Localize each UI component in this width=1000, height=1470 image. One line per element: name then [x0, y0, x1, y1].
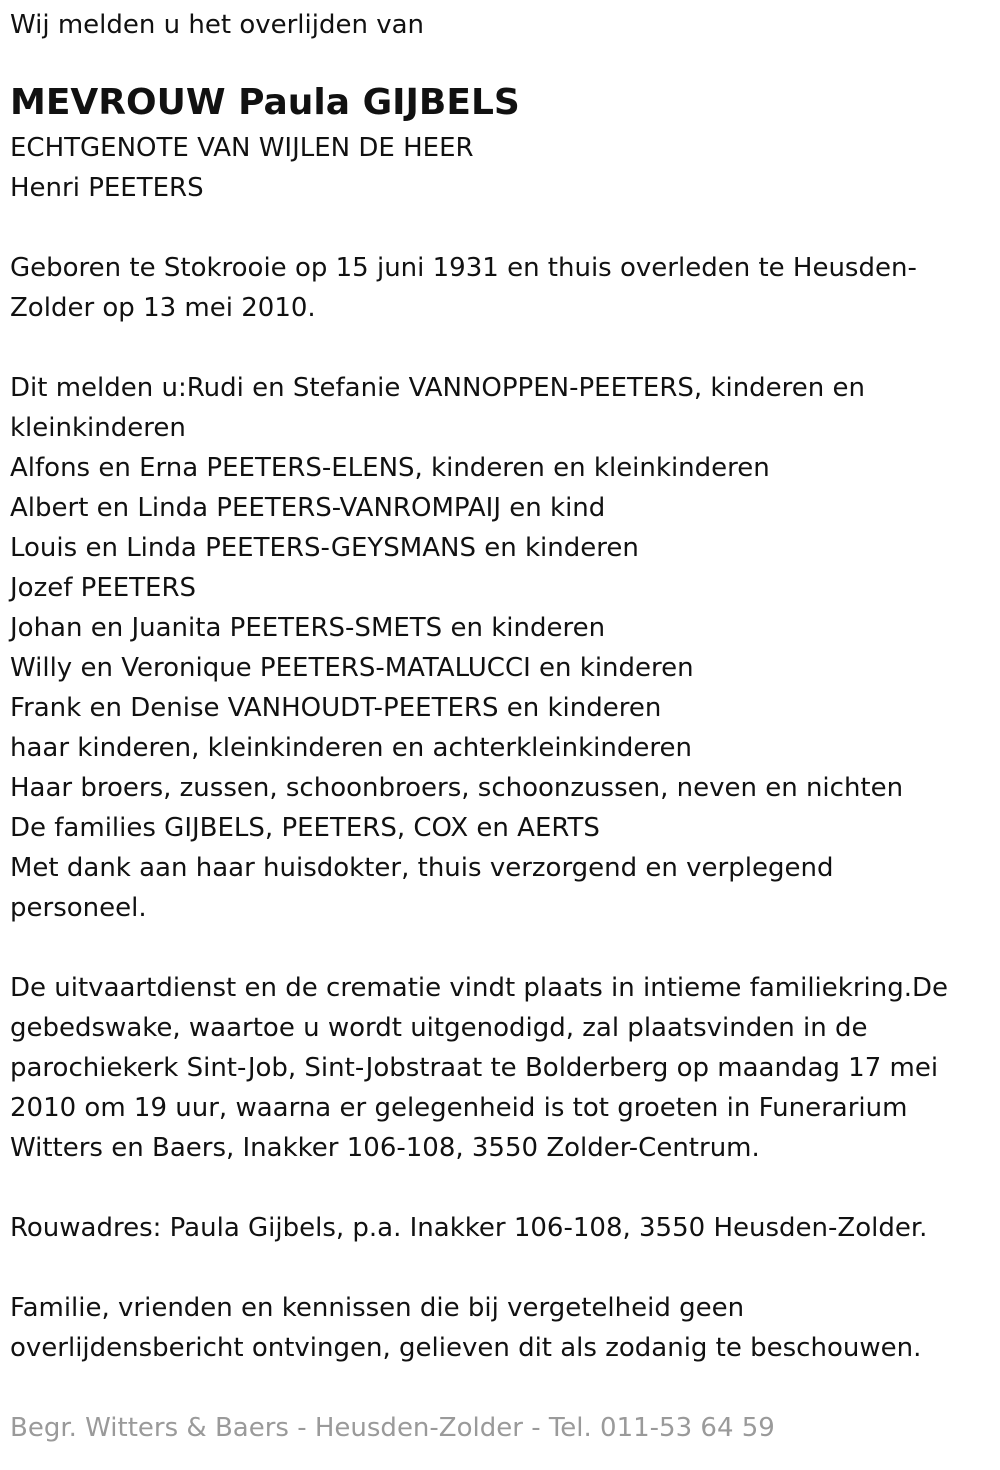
family-line: Dit melden u:Rudi en Stefanie VANNOPPEN-PEETERS, kinderen en — [10, 373, 866, 403]
paragraph-line: overlijdensbericht ontvingen, gelieven dit als zodanig te beschouwen. — [10, 1333, 922, 1363]
family-line: Jozef PEETERS — [10, 573, 197, 603]
family-line: Alfons en Erna PEETERS-ELENS, kinderen en kleinkinderen — [10, 453, 770, 483]
closing-paragraph — [10, 1288, 990, 1368]
birth-death-paragraph — [10, 248, 990, 328]
spouse-title: ECHTGENOTE VAN WIJLEN DE HEER — [10, 133, 474, 163]
family-line: haar kinderen, kleinkinderen en achterkleinkinderen — [10, 733, 692, 763]
family-line: Willy en Veronique PEETERS-MATALUCCI en kinderen — [10, 653, 694, 683]
family-line: personeel. — [10, 893, 147, 923]
intro-text: Wij melden u het overlijden van — [10, 10, 425, 40]
mourning-address: Rouwadres: Paula Gijbels, p.a. Inakker 106-108, 3550 Heusden-Zolder. — [10, 1213, 928, 1243]
paragraph-line: Geboren te Stokrooie op 15 juni 1931 en thuis overleden te Heusden- — [10, 253, 917, 283]
funeral-home-footer: Begr. Witters & Baers - Heusden-Zolder - Tel. 011-53 64 59 — [10, 1413, 775, 1443]
family-line: kleinkinderen — [10, 413, 186, 443]
paragraph-line: gebedswake, waartoe u wordt uitgenodigd, zal plaatsvinden in de — [10, 1013, 868, 1043]
deceased-name: MEVROUW Paula GIJBELS — [10, 82, 520, 123]
family-list — [10, 368, 990, 928]
paragraph-line: parochiekerk Sint-Job, Sint-Jobstraat te Bolderberg op maandag 17 mei — [10, 1053, 939, 1083]
family-line: Met dank aan haar huisdokter, thuis verzorgend en verplegend — [10, 853, 834, 883]
paragraph-line: Witters en Baers, Inakker 106-108, 3550 Zolder-Centrum. — [10, 1133, 760, 1163]
ceremony-paragraph — [10, 968, 990, 1168]
family-line: Johan en Juanita PEETERS-SMETS en kinderen — [10, 613, 606, 643]
spouse-name: Henri PEETERS — [10, 173, 204, 203]
family-line: Haar broers, zussen, schoonbroers, schoonzussen, neven en nichten — [10, 773, 904, 803]
family-line: De families GIJBELS, PEETERS, COX en AERTS — [10, 813, 600, 843]
family-line: Albert en Linda PEETERS-VANROMPAIJ en kind — [10, 493, 606, 523]
family-line: Frank en Denise VANHOUDT-PEETERS en kinderen — [10, 693, 662, 723]
paragraph-line: Zolder op 13 mei 2010. — [10, 293, 316, 323]
paragraph-line: 2010 om 19 uur, waarna er gelegenheid is tot groeten in Funerarium — [10, 1093, 908, 1123]
paragraph-line: De uitvaartdienst en de crematie vindt plaats in intieme familiekring.De — [10, 973, 949, 1003]
paragraph-line: Familie, vrienden en kennissen die bij vergetelheid geen — [10, 1293, 745, 1323]
family-line: Louis en Linda PEETERS-GEYSMANS en kinderen — [10, 533, 639, 563]
